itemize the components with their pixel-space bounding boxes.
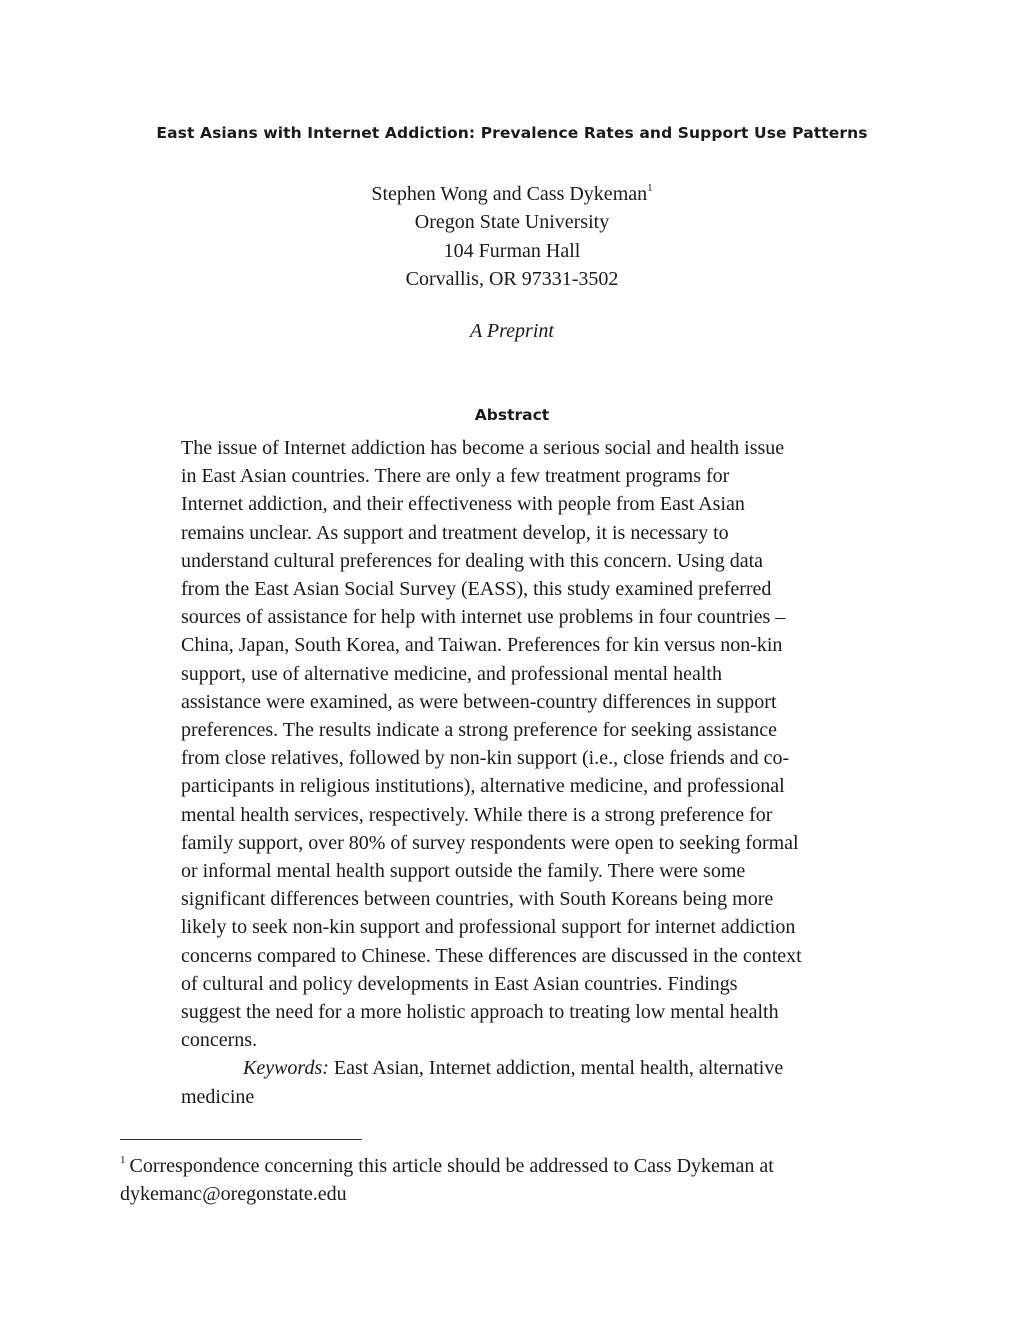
abstract-line: or informal mental health support outside the family. There were some — [181, 860, 746, 883]
abstract-line: preferences. The results indicate a strong preference for seeking assistance — [181, 719, 778, 742]
paper-title: East Asians with Internet Addiction: Prevalence Rates and Support Use Patterns — [156, 124, 868, 142]
abstract-line: family support, over 80% of survey respondents were open to seeking formal — [181, 831, 799, 854]
footnote-email[interactable]: dykemanc@oregonstate.edu — [120, 1183, 347, 1206]
abstract-line: The issue of Internet addiction has become a serious social and health issue — [181, 437, 785, 459]
abstract-line: in East Asian countries. There are only a few treatment programs for — [181, 465, 730, 488]
abstract-line: China, Japan, South Korea, and Taiwan. Preferences for kin versus non-kin — [181, 634, 783, 657]
abstract-body — [181, 434, 853, 1111]
abstract-line: understand cultural preferences for dealing with this concern. Using data — [181, 549, 764, 572]
address-line-1: 104 Furman Hall — [443, 239, 581, 262]
keywords-text: East Asian, Internet addiction, mental health, alternative — [333, 1057, 784, 1080]
keywords-line — [181, 1054, 853, 1082]
address-line-2: Corvallis, OR 97331-3502 — [405, 267, 619, 290]
abstract-line: Internet addiction, and their effectiveness with people from East Asian — [181, 493, 745, 516]
footnote-line-1 — [120, 1152, 900, 1180]
abstract-line: remains unclear. As support and treatment develop, it is necessary to — [181, 521, 729, 544]
abstract-line: from close relatives, followed by non-kin support (i.e., close friends and co- — [181, 747, 790, 770]
footnote — [120, 1152, 900, 1209]
abstract-line: suggest the need for a more holistic approach to treating low mental health — [181, 1001, 779, 1024]
abstract-line: sources of assistance for help with internet use problems in four countries – — [181, 606, 786, 629]
footnote-mark: 1 — [120, 1154, 126, 1166]
abstract-line: mental health services, respectively. While there is a strong preference for — [181, 803, 773, 826]
author-names-text: Stephen Wong and Cass Dykeman — [371, 183, 648, 205]
abstract-heading: Abstract — [474, 406, 550, 424]
footnote-divider — [120, 1139, 362, 1140]
author-block — [0, 180, 1024, 293]
abstract-line: concerns. — [181, 1029, 258, 1052]
abstract-line: likely to seek non-kin support and professional support for internet addiction — [181, 916, 796, 939]
abstract-line: support, use of alternative medicine, and professional mental health — [181, 662, 722, 685]
abstract-line: significant differences between countries, with South Koreans being more — [181, 888, 774, 911]
keywords-line-2: medicine — [181, 1085, 255, 1108]
abstract-line: of cultural and policy developments in East Asian countries. Findings — [181, 972, 738, 995]
affiliation: Oregon State University — [414, 211, 610, 234]
abstract-line: assistance were examined, as were between-country differences in support — [181, 690, 777, 713]
keywords-label: Keywords: — [243, 1057, 329, 1080]
author-names — [0, 180, 1024, 208]
author-footnote-mark: 1 — [647, 182, 653, 194]
footnote-text: Correspondence concerning this article should be addressed to Cass Dykeman at — [129, 1155, 774, 1177]
abstract-line: concerns compared to Chinese. These differences are discussed in the context — [181, 944, 802, 967]
abstract-line: from the East Asian Social Survey (EASS), this study examined preferred — [181, 578, 772, 601]
abstract-line: participants in religious institutions), alternative medicine, and professional — [181, 775, 785, 798]
preprint-label: A Preprint — [470, 320, 554, 342]
